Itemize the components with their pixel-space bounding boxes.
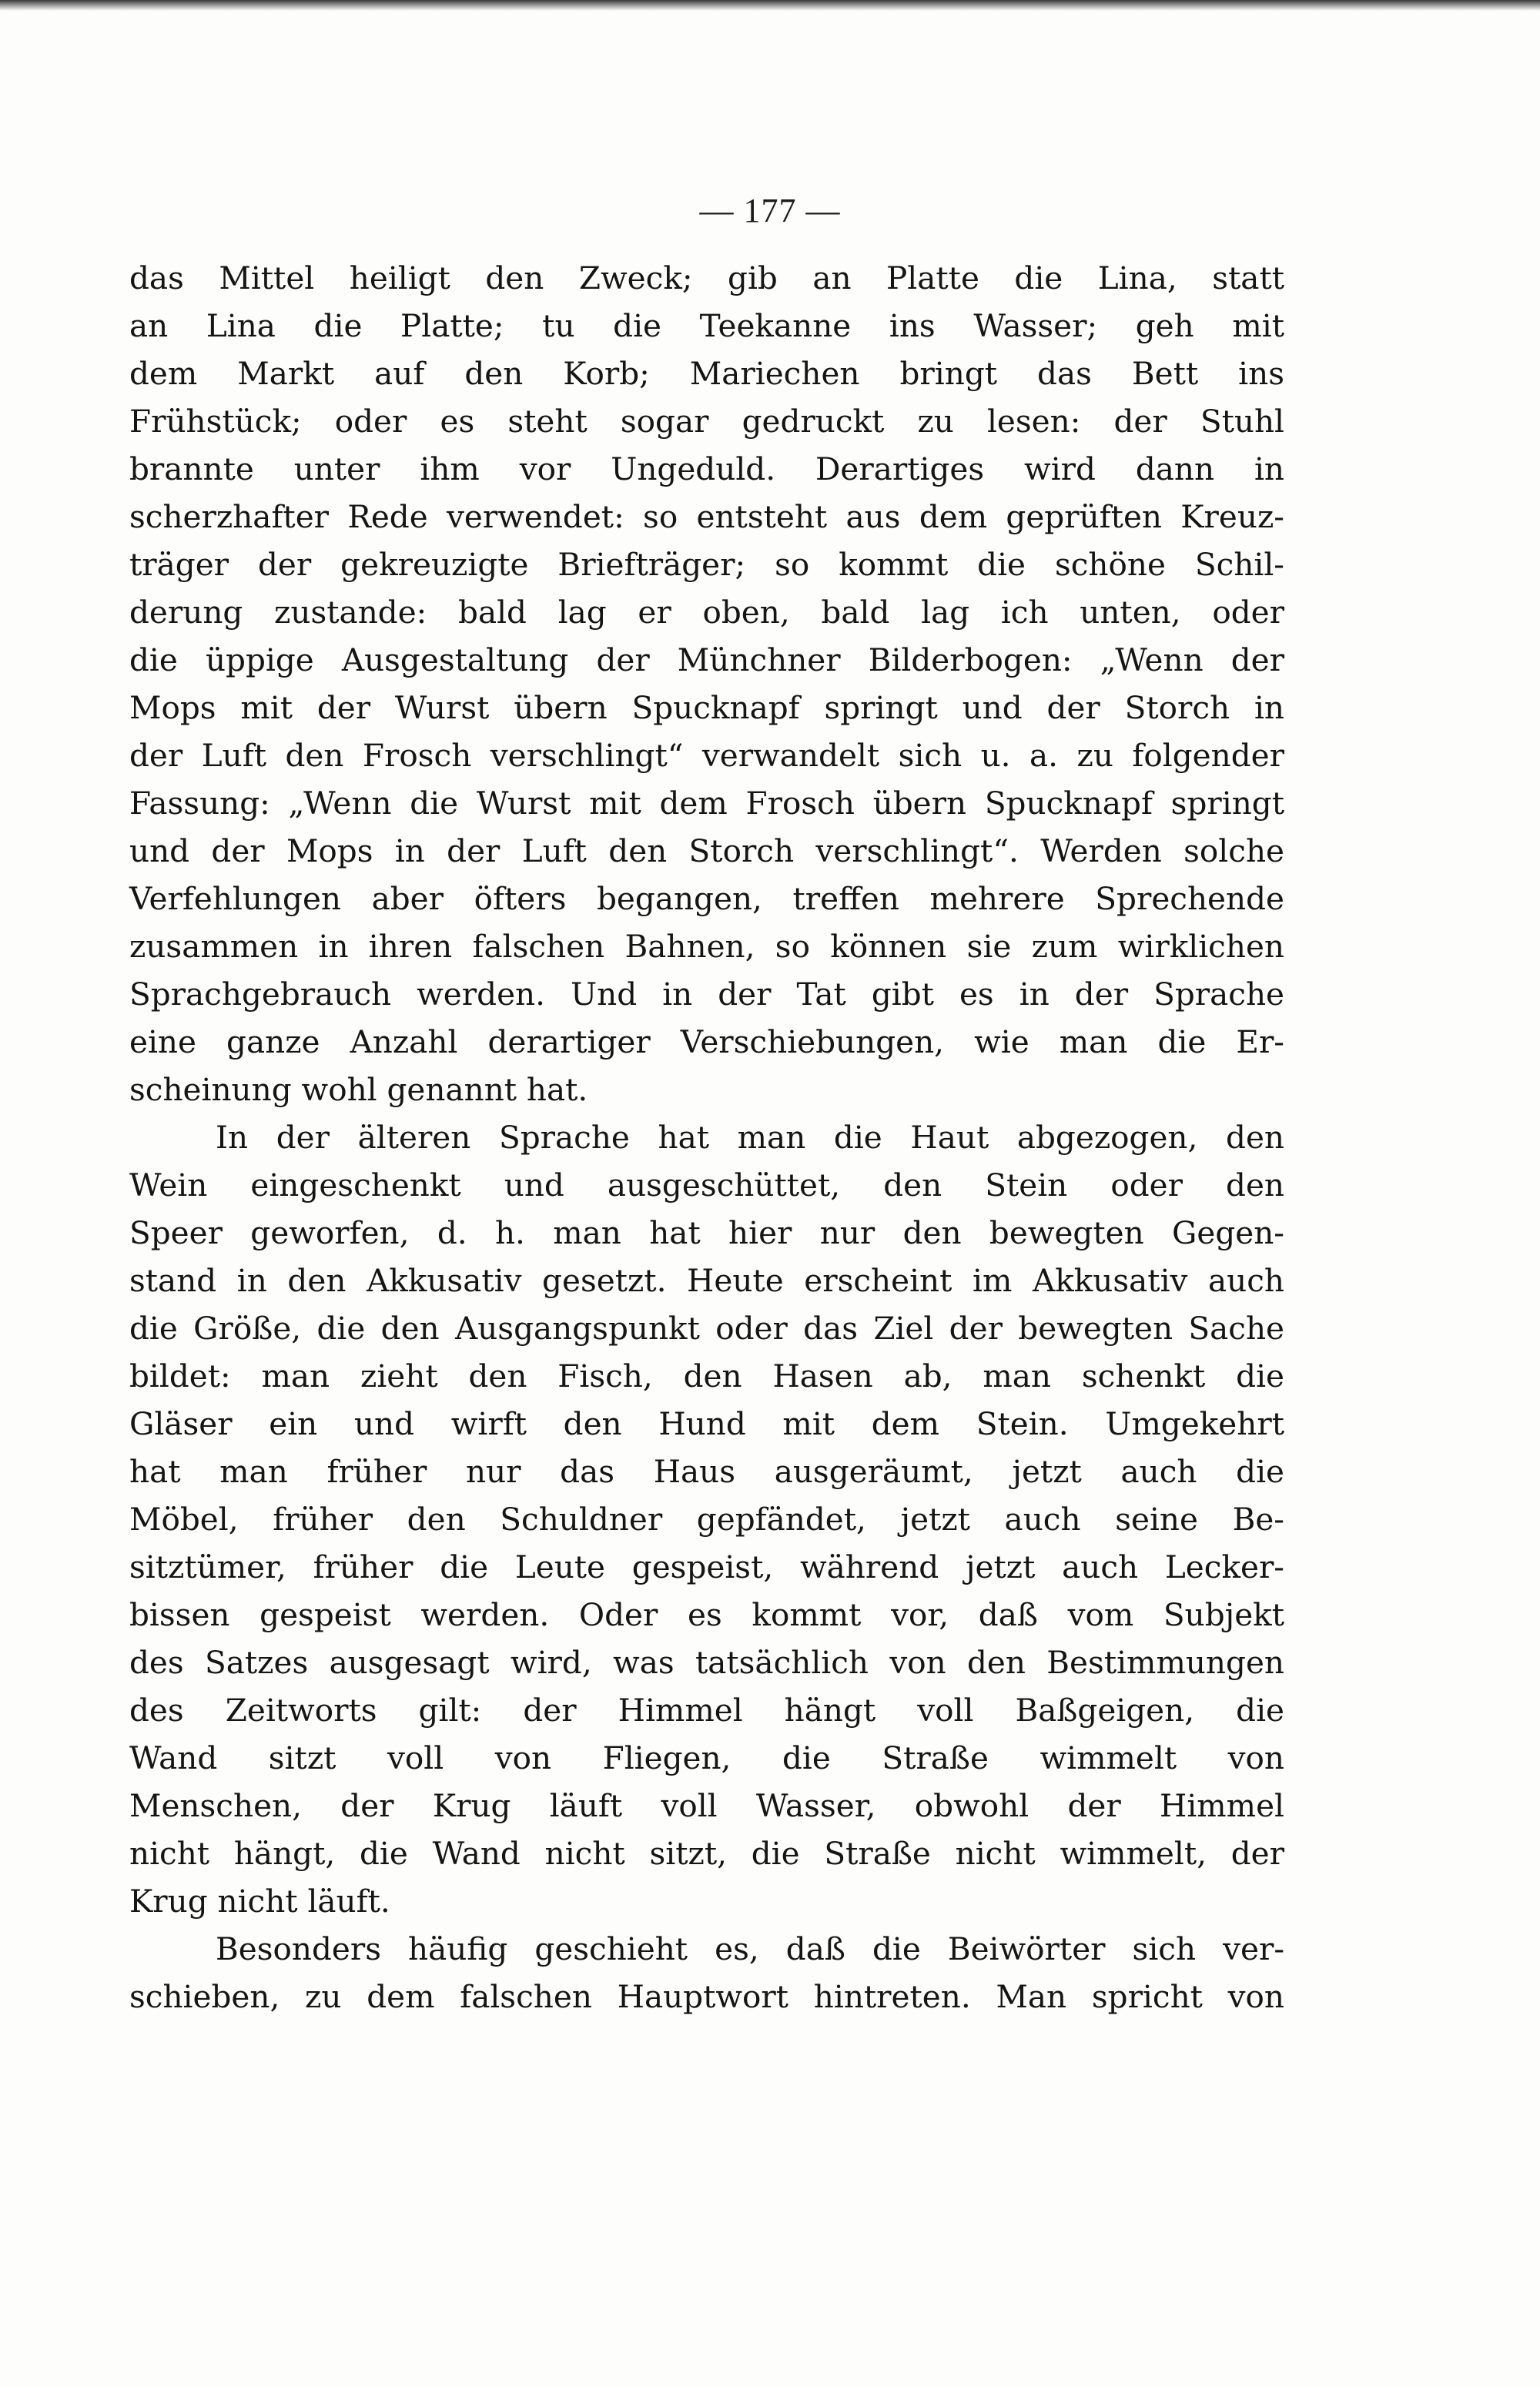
text-line: träger der gekreuzigte Briefträger; so kommt die schöne Schil- — [129, 546, 1284, 583]
page-top-edge-shadow — [0, 0, 1540, 11]
text-line: Menschen, der Krug läuft voll Wasser, obwohl der Himmel — [129, 1787, 1284, 1824]
text-line: Gläser ein und wirft den Hund mit dem Stein. Umgekehrt — [129, 1405, 1284, 1442]
text-line: das Mittel heiligt den Zweck; gib an Platte die Lina, statt — [129, 259, 1284, 296]
text-line: derung zustande: bald lag er oben, bald lag ich unten, oder — [129, 594, 1284, 631]
text-line: Fassung: „Wenn die Wurst mit dem Frosch übern Spucknapf springt — [129, 785, 1284, 822]
text-line: Sprachgebrauch werden. Und in der Tat gibt es in der Sprache — [129, 976, 1284, 1013]
text-line: Speer geworfen, d. h. man hat hier nur den bewegten Gegen- — [129, 1214, 1284, 1251]
text-line: bissen gespeist werden. Oder es kommt vor, daß vom Subjekt — [129, 1596, 1284, 1633]
paragraph-3 — [129, 1925, 1284, 2020]
paragraph-2 — [129, 1113, 1284, 1925]
text-line: stand in den Akkusativ gesetzt. Heute erscheint im Akkusativ auch — [129, 1262, 1284, 1299]
text-line: des Zeitworts gilt: der Himmel hängt voll Baßgeigen, die — [129, 1692, 1284, 1729]
text-line: an Lina die Platte; tu die Teekanne ins Wasser; geh mit — [129, 307, 1284, 344]
text-line: Mops mit der Wurst übern Spucknapf springt und der Storch in — [129, 689, 1284, 726]
text-line: schieben, zu dem falschen Hauptwort hintreten. Man spricht von — [129, 1978, 1284, 2015]
text-line: Krug nicht läuft. — [129, 1883, 390, 1920]
text-line: des Satzes ausgesagt wird, was tatsächlich von den Bestimmungen — [129, 1644, 1284, 1681]
text-line: hat man früher nur das Haus ausgeräumt, jetzt auch die — [129, 1453, 1284, 1490]
text-line: zusammen in ihren falschen Bahnen, so können sie zum wirklichen — [129, 928, 1284, 965]
text-line: In der älteren Sprache hat man die Haut abgezogen, den — [216, 1119, 1284, 1156]
text-line: Wand sitzt voll von Fliegen, die Straße wimmelt von — [129, 1739, 1284, 1776]
text-line: nicht hängt, die Wand nicht sitzt, die Straße nicht wimmelt, der — [129, 1835, 1284, 1872]
text-line: die Größe, die den Ausgangspunkt oder das Ziel der bewegten Sache — [129, 1310, 1284, 1347]
body-text — [129, 254, 1284, 2020]
text-line: scherzhafter Rede verwendet: so entsteht aus dem geprüften Kreuz- — [129, 498, 1284, 535]
text-line: Möbel, früher den Schuldner gepfändet, jetzt auch seine Be- — [129, 1501, 1284, 1538]
text-line: dem Markt auf den Korb; Mariechen bringt das Bett ins — [129, 355, 1284, 392]
text-line: Besonders häufig geschieht es, daß die Beiwörter sich ver- — [216, 1930, 1284, 1967]
paragraph-1 — [129, 254, 1284, 1113]
text-line: brannte unter ihm vor Ungeduld. Derartiges wird dann in — [129, 450, 1284, 487]
page-number: — 177 — — [699, 192, 841, 229]
text-line: Wein eingeschenkt und ausgeschüttet, den Stein oder den — [129, 1167, 1284, 1204]
text-line: Verfehlungen aber öfters begangen, treffen mehrere Sprechende — [129, 880, 1284, 917]
text-line: scheinung wohl genannt hat. — [129, 1071, 588, 1108]
text-line: und der Mops in der Luft den Storch verschlingt“. Werden solche — [129, 832, 1284, 869]
text-line: Frühstück; oder es steht sogar gedruckt zu lesen: der Stuhl — [129, 403, 1284, 440]
text-line: eine ganze Anzahl derartiger Verschiebungen, wie man die Er- — [129, 1023, 1284, 1060]
text-line: die üppige Ausgestaltung der Münchner Bilderbogen: „Wenn der — [129, 641, 1284, 678]
text-line: bildet: man zieht den Fisch, den Hasen ab, man schenkt die — [129, 1358, 1284, 1394]
text-line: der Luft den Frosch verschlingt“ verwandelt sich u. a. zu folgender — [129, 737, 1284, 774]
text-line: sitztümer, früher die Leute gespeist, während jetzt auch Lecker- — [129, 1548, 1284, 1585]
